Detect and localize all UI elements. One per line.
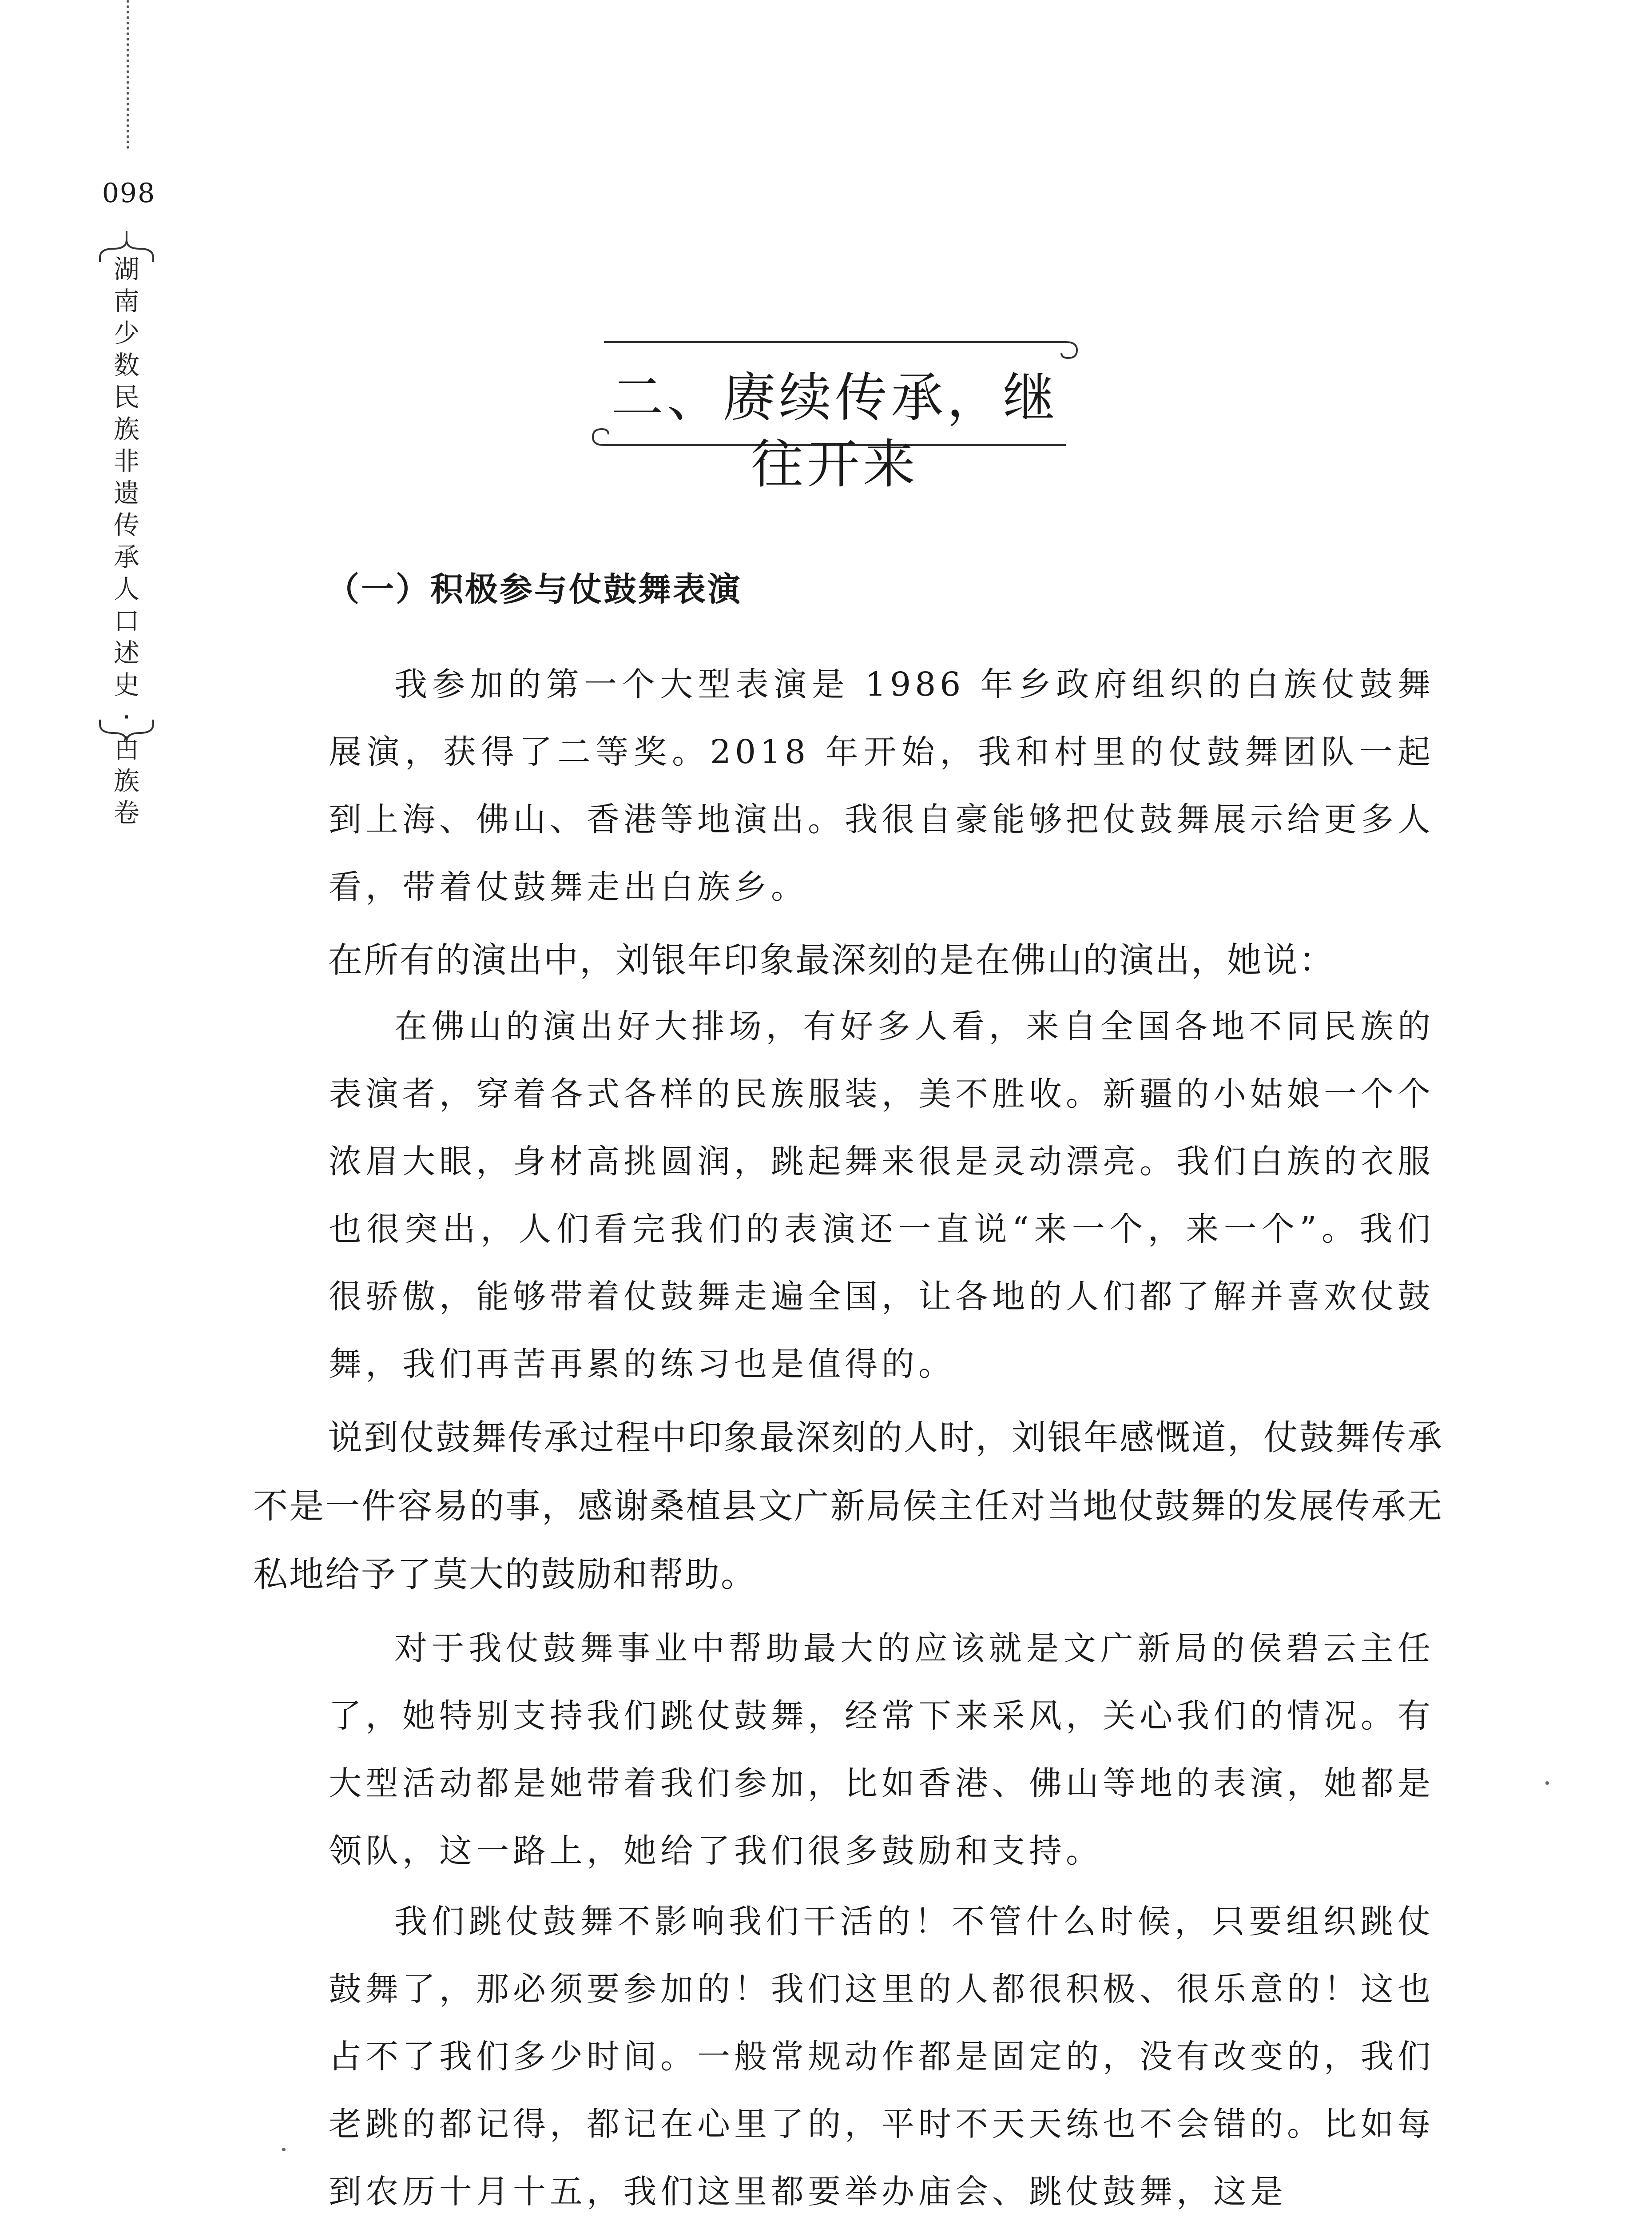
scan-speck bbox=[1545, 1781, 1549, 1785]
quote-paragraph: 在佛山的演出好大排场，有好多人看，来自全国各地不同民族的表演者，穿着各式各样的民族服装，美不胜收。新疆的小姑娘一个个浓眉大眼，身材高挑圆润，跳起舞来很是灵动漂亮。我们白族的衣服也很突出，人们看完我们的表演还一直说“来一个，来一个”。我们很骄傲，能够带着仗鼓舞走遍全国，让各地的人们都了解并喜欢仗鼓舞，我们再苦再累的练习也是值得的。 bbox=[329, 1007, 1434, 1383]
running-head-frame bbox=[95, 231, 158, 828]
section-heading: 二、赓续传承，继往开来 bbox=[611, 367, 1059, 495]
scan-speck bbox=[282, 2148, 286, 2151]
narrative-paragraph: 在所有的演出中，刘银年印象最深刻的是在佛山的演出，她说： bbox=[328, 940, 1335, 980]
quote-paragraph: 我参加的第一个大型表演是 1986 年乡政府组织的白族仗鼓舞展演，获得了二等奖。2018 年开始，我和村里的仗鼓舞团队一起到上海、佛山、香港等地演出。我很自豪能够把仗鼓舞展示给更多人看，带着仗鼓舞走出白族乡。 bbox=[329, 665, 1434, 906]
subsection-heading: （一）积极参与仗鼓舞表演 bbox=[326, 570, 742, 609]
quote-paragraph: 我们跳仗鼓舞不影响我们干活的！不管什么时候，只要组织跳仗鼓舞了，那必须要参加的！我们这里的人都很积极、很乐意的！这也占不了我们多少时间。一般常规动作都是固定的，没有改变的，我们老跳的都记得，都记在心里了的，平时不天天练也不会错的。比如每到农历十月十五，我们这里都要举办庙会、跳仗鼓舞，这是 bbox=[329, 1903, 1434, 2211]
section-heading-frame bbox=[586, 329, 1084, 495]
page-number: 098 bbox=[102, 178, 156, 209]
quote-paragraph: 对于我仗鼓舞事业中帮助最大的应该就是文广新局的侯碧云主任了，她特别支持我们跳仗鼓舞，经常下来采风，关心我们的情况。有大型活动都是她带着我们参加，比如香港、佛山等地的表演，她都是领队，这一路上，她给了我们很多鼓励和支持。 bbox=[329, 1629, 1434, 1870]
narrative-paragraph: 说到仗鼓舞传承过程中印象最深刻的人时，刘银年感慨道，仗鼓舞传承不是一件容易的事，感谢桑植县文广新局侯主任对当地仗鼓舞的发展传承无私地给予了莫大的鼓励和帮助。 bbox=[253, 1418, 1443, 1595]
margin-dotted-rule bbox=[127, 0, 129, 149]
running-head-book-title: 湖南少数民族非遗传承人口述史·白族卷 bbox=[113, 254, 139, 828]
